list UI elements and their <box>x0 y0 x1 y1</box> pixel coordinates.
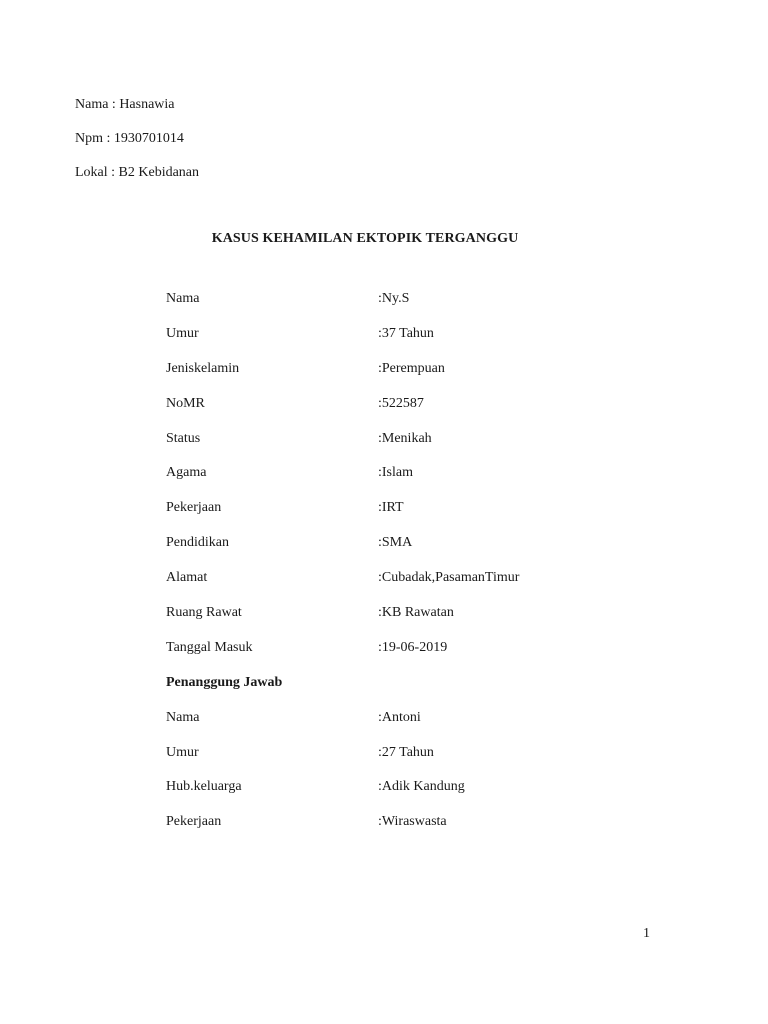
field-row <box>166 569 638 604</box>
field-value: :Cubadak,PasamanTimur <box>378 570 520 586</box>
field-value: :Adik Kandung <box>378 779 465 795</box>
field-label: Pendidikan <box>166 535 229 551</box>
field-value: :Ny.S <box>378 291 410 306</box>
field-value: :Perempuan <box>378 360 445 376</box>
field-value: :522587 <box>378 395 424 411</box>
field-label: Hub.keluarga <box>166 779 242 795</box>
field-value: :Wiraswasta <box>378 814 447 830</box>
field-label: Status <box>166 430 201 446</box>
field-label: Umur <box>166 325 199 341</box>
field-row <box>166 778 638 813</box>
field-label: Alamat <box>166 570 208 586</box>
field-label: Jeniskelamin <box>166 360 240 376</box>
field-row <box>166 813 638 848</box>
field-value: :27 Tahun <box>378 744 434 760</box>
student-info <box>75 96 199 198</box>
field-value: :37 Tahun <box>378 325 434 341</box>
patient-fields <box>166 290 638 848</box>
field-label: Pekerjaan <box>166 500 222 516</box>
student-lokal: Lokal : B2 Kebidanan <box>75 165 200 180</box>
field-label: Ruang Rawat <box>166 605 242 621</box>
field-row <box>166 430 638 465</box>
field-row <box>166 744 638 779</box>
student-npm: Npm : 1930701014 <box>75 131 184 146</box>
page-number: 1 <box>643 926 650 941</box>
field-label: Umur <box>166 744 199 760</box>
field-value: :KB Rawatan <box>378 605 454 621</box>
field-label: Tanggal Masuk <box>166 639 253 655</box>
field-row <box>166 360 638 395</box>
field-label: Nama <box>166 709 200 725</box>
field-row <box>166 290 638 325</box>
field-value: :SMA <box>378 535 413 551</box>
field-value: :Antoni <box>378 709 421 725</box>
field-label: Agama <box>166 465 207 481</box>
field-row <box>166 534 638 569</box>
field-row <box>166 604 638 639</box>
field-label: Pekerjaan <box>166 814 222 830</box>
field-label: Nama <box>166 291 200 306</box>
guardian-heading: Penanggung Jawab <box>166 674 283 690</box>
field-value: :Islam <box>378 465 413 481</box>
field-row <box>166 499 638 534</box>
field-value: :Menikah <box>378 430 432 446</box>
field-row <box>166 709 638 744</box>
field-value: :19-06-2019 <box>378 639 448 655</box>
field-label: NoMR <box>166 395 205 411</box>
field-row <box>166 464 638 499</box>
field-value: :IRT <box>378 500 404 516</box>
field-row <box>166 395 638 430</box>
student-name: Nama : Hasnawia <box>75 97 175 112</box>
field-row <box>166 639 638 674</box>
field-row <box>166 325 638 360</box>
document-title: KASUS KEHAMILAN EKTOPIK TERGANGGU <box>211 231 519 246</box>
